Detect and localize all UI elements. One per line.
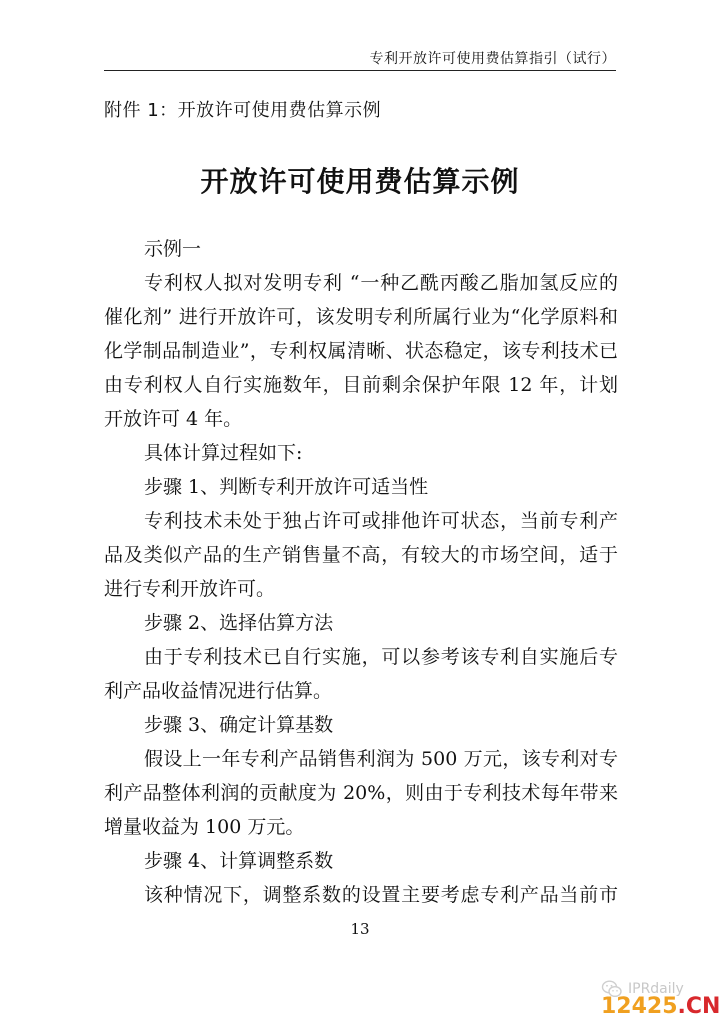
step-heading: 步骤 4、计算调整系数 bbox=[144, 850, 334, 872]
paragraph-line: 由于专利技术已自行实施，可以参考该专利自实施后专 bbox=[144, 646, 618, 668]
paragraph-line: 由专利权人自行实施数年，目前剩余保护年限 12 年，计划 bbox=[104, 374, 618, 396]
paragraph-line: 进行专利开放许可。 bbox=[104, 578, 276, 600]
paragraph-line: 化学制品制造业”，专利权属清晰、状态稳定，该专利技术已 bbox=[104, 340, 618, 362]
paragraph-line: 品及类似产品的生产销售量不高，有较大的市场空间，适于 bbox=[104, 544, 618, 566]
step-heading: 步骤 3、确定计算基数 bbox=[144, 714, 334, 736]
running-header bbox=[104, 48, 616, 71]
paragraph-line: 具体计算过程如下: bbox=[144, 442, 303, 464]
paragraph-line: 专利技术未处于独占许可或排他许可状态，当前专利产 bbox=[144, 510, 618, 532]
step-heading: 步骤 1、判断专利开放许可适当性 bbox=[144, 476, 429, 498]
paragraph-line: 开放许可 4 年。 bbox=[104, 408, 243, 430]
site-logo bbox=[601, 996, 720, 1018]
body-text bbox=[104, 232, 618, 912]
page-number: 13 bbox=[350, 920, 370, 938]
example-heading: 示例一 bbox=[144, 238, 202, 260]
paragraph-line: 专利权人拟对发明专利 “一种乙酰丙酸乙脂加氢反应的 bbox=[144, 272, 618, 294]
attachment-label: 附件 1：开放许可使用费估算示例 bbox=[104, 100, 382, 121]
paragraph-line: 催化剂” 进行开放许可，该发明专利所属行业为“化学原料和 bbox=[104, 306, 618, 328]
paragraph-line: 利产品收益情况进行估算。 bbox=[104, 680, 333, 702]
site-logo-domain: .CN bbox=[677, 994, 720, 1019]
step-heading: 步骤 2、选择估算方法 bbox=[144, 612, 334, 634]
paragraph-line: 利产品整体利润的贡献度为 20%，则由于专利技术每年带来 bbox=[104, 782, 618, 804]
site-logo-number: 12425 bbox=[601, 994, 678, 1019]
paragraph-line: 增量收益为 100 万元。 bbox=[104, 816, 305, 838]
watermark-text: IPRdaily bbox=[628, 981, 684, 997]
running-title: 专利开放许可使用费估算指引（试行） bbox=[369, 51, 616, 67]
paragraph-line: 该种情况下，调整系数的设置主要考虑专利产品当前市 bbox=[144, 884, 618, 906]
page-title: 开放许可使用费估算示例 bbox=[200, 165, 520, 198]
paragraph-line: 假设上一年专利产品销售利润为 500 万元，该专利对专 bbox=[144, 748, 618, 770]
